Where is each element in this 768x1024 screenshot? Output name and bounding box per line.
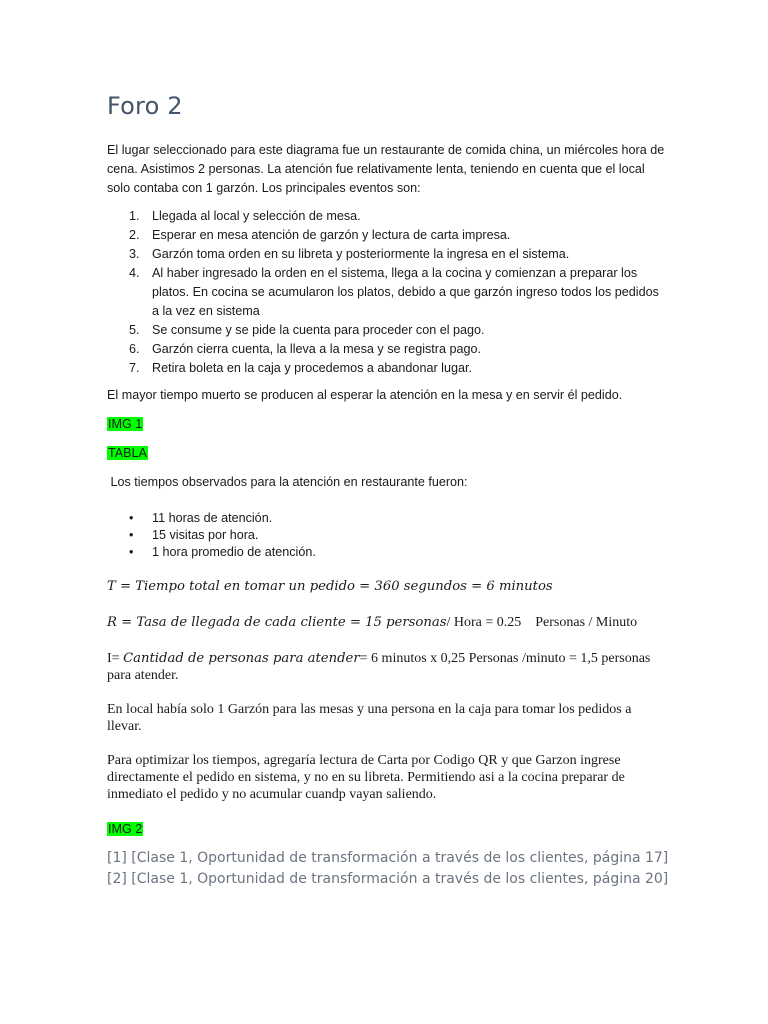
highlight-label: IMG 1	[108, 417, 143, 431]
equation-t: T = Tiempo total en tomar un pedido = 360 segundos = 6 minutos	[107, 579, 553, 594]
list-item: 1. Llegada al local y selección de mesa.	[129, 209, 361, 223]
list-item: • 15 visitas por hora.	[129, 528, 259, 542]
img2-placeholder	[107, 820, 667, 839]
equation-i: I= Cantidad de personas para atender= 6 minutos x 0,25 Personas /minuto = 1,5 personas para atender.	[107, 651, 651, 683]
reference-link[interactable]: [1] [Clase 1, Oportunidad de transformación a través de los clientes, página 17]	[107, 850, 669, 866]
optimize-paragraph: Para optimizar los tiempos, agregaría lectura de Carta por Codigo QR y que Garzon ingrese directamente el pedido en sistema, y no en su libreta. Permitiendo asi a la cocina preparar de inmediato el pedido y no acumular cuandp vayan saliendo.	[107, 753, 625, 802]
img1-placeholder	[107, 415, 667, 434]
list-item: • 11 horas de atención.	[129, 511, 273, 525]
equation-r: R = Tasa de llegada de cada cliente = 15 personas/ Hora = 0.25 Personas / Minuto	[107, 615, 638, 630]
list-item: 6. Garzón cierra cuenta, la lleva a la mesa y se registra pago.	[129, 342, 481, 356]
list-item: 3. Garzón toma orden en su libreta y posteriormente la ingresa en el sistema.	[129, 247, 570, 261]
tabla-placeholder	[107, 444, 667, 463]
list-item: 7. Retira boleta en la caja y procedemos a abandonar lugar.	[129, 361, 472, 375]
events-list	[107, 207, 667, 378]
list-item: 4. Al haber ingresado la orden en el sistema, llega a la cocina y comienzan a preparar los platos. En cocina se acumularon los platos, debido a que garzón ingreso todos los pedidos a la vez en sistema	[129, 266, 659, 318]
list-item: 5. Se consume y se pide la cuenta para proceder con el pago.	[129, 323, 485, 337]
highlight-label: TABLA	[108, 446, 147, 460]
dead-time-paragraph: El mayor tiempo muerto se producen al esperar la atención en la mesa y en servir él pedido.	[107, 388, 623, 402]
times-list	[107, 510, 316, 561]
intro-paragraph: El lugar seleccionado para este diagrama fue un restaurante de comida china, un miércoles hora de cena. Asistimos 2 personas. La atención fue relativamente lenta, teniendo en cuenta que el local solo contaba con 1 garzón. Los principales eventos son:	[107, 143, 665, 195]
page-title: Foro 2	[107, 92, 183, 120]
local-paragraph: En local había solo 1 Garzón para las mesas y una persona en la caja para tomar los pedidos a llevar.	[107, 702, 632, 734]
reference-link[interactable]: [2] [Clase 1, Oportunidad de transformación a través de los clientes, página 20]	[107, 871, 669, 887]
list-item: • 1 hora promedio de atención.	[129, 545, 316, 559]
references	[107, 848, 668, 890]
times-intro: Los tiempos observados para la atención en restaurante fueron:	[107, 475, 468, 489]
highlight-label: IMG 2	[108, 822, 143, 836]
list-item: 2. Esperar en mesa atención de garzón y lectura de carta impresa.	[129, 228, 511, 242]
